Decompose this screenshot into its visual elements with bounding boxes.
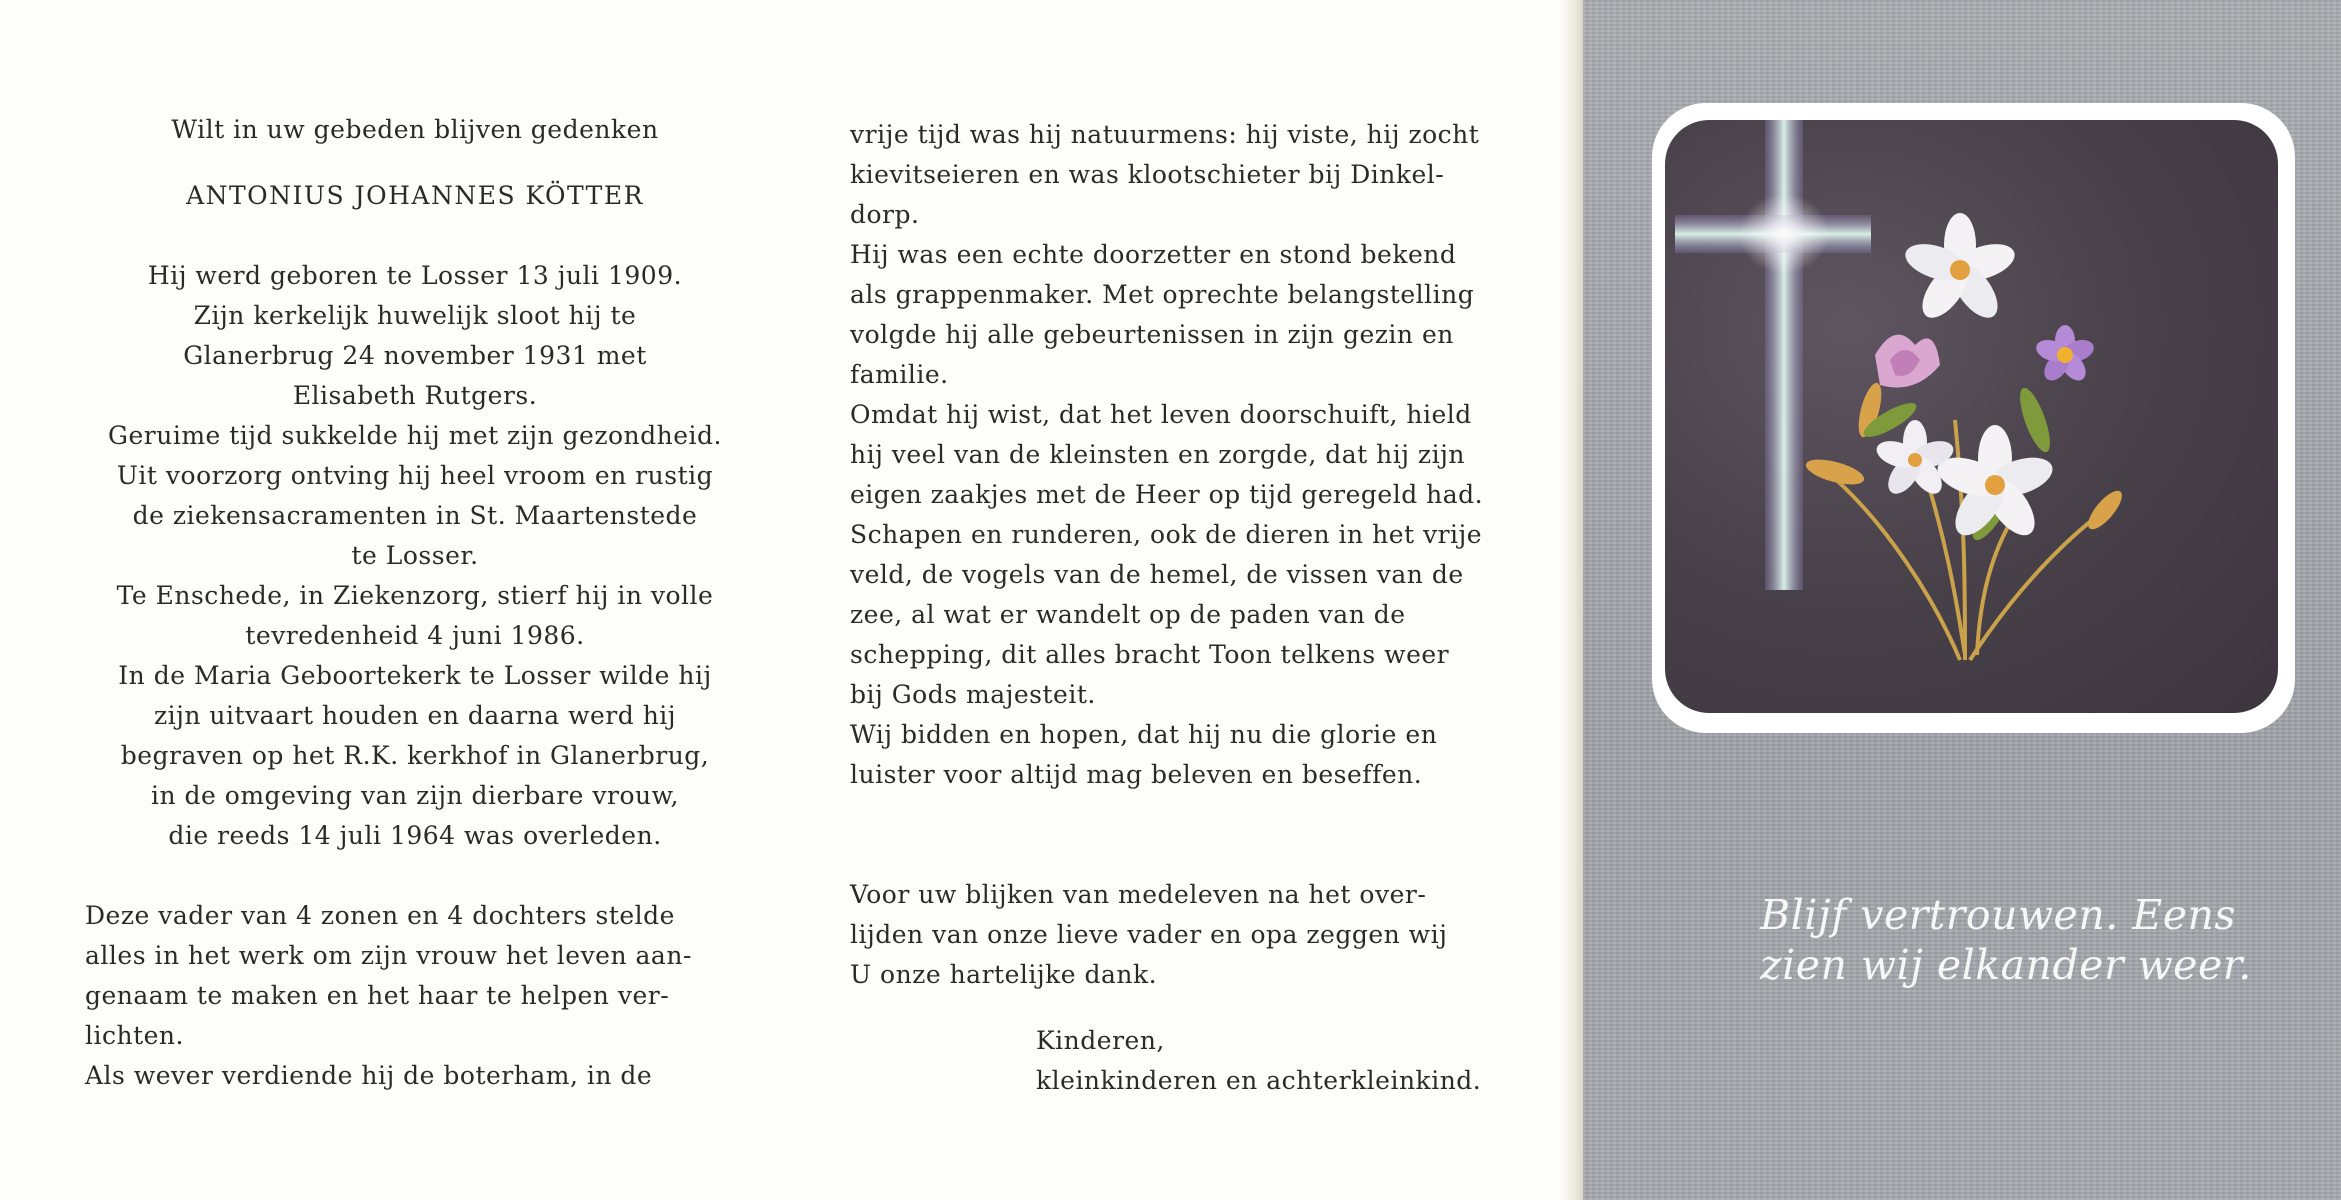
signature-line: kleinkinderen en achterkleinkind. — [1036, 1066, 1482, 1095]
family-line: lichten. — [85, 1021, 184, 1050]
wheat-stems — [1825, 420, 2105, 660]
text-line: Schapen en runderen, ook de dieren in het vrije — [850, 520, 1483, 549]
family-line: Deze vader van 4 zonen en 4 dochters stelde — [85, 901, 675, 930]
cross-and-lilies-picture — [1665, 120, 2278, 713]
biography — [85, 256, 745, 856]
thanks-paragraph — [850, 875, 1505, 995]
cross-icon — [1675, 120, 1871, 590]
thanks-line: U onze hartelijke dank. — [850, 960, 1158, 989]
text-line: zee, al wat er wandelt op de paden van de — [850, 600, 1406, 629]
text-line: familie. — [850, 360, 949, 389]
bio-line: Glanerbrug 24 november 1931 met — [183, 341, 647, 370]
text-line: hij veel van de kleinsten en zorgde, dat hij zijn — [850, 440, 1465, 469]
bio-line: die reeds 14 juli 1964 was overleden. — [168, 821, 662, 850]
thanks-line: Voor uw blijken van medeleven na het over- — [850, 880, 1427, 909]
family-paragraph — [85, 896, 745, 1096]
text-line: schepping, dit alles bracht Toon telkens weer — [850, 640, 1450, 669]
bio-line: Elisabeth Rutgers. — [292, 381, 538, 410]
bio-line: te Losser. — [351, 541, 479, 570]
bio-line: Te Enschede, in Ziekenzorg, stierf hij in volle — [116, 581, 714, 610]
text-line: kievitseieren en was klootschieter bij Dinkel- — [850, 160, 1445, 189]
bio-line: in de omgeving van zijn dierbare vrouw, — [150, 781, 679, 810]
bio-line: Geruime tijd sukkelde hij met zijn gezondheid. — [108, 421, 722, 450]
bio-line: Hij werd geboren te Losser 13 juli 1909. — [147, 261, 683, 290]
heading: Wilt in uw gebeden blijven gedenken — [171, 115, 659, 144]
family-line: genaam te maken en het haar te helpen ver- — [85, 981, 670, 1010]
thanks-line: lijden van onze lieve vader en opa zeggen wij — [850, 920, 1448, 949]
text-line: vrije tijd was hij natuurmens: hij viste, hij zocht — [850, 120, 1480, 149]
text-line: luister voor altijd mag beleven en beseffen. — [850, 760, 1423, 789]
card-cover — [1583, 0, 2341, 1200]
bio-line: de ziekensacramenten in St. Maartenstede — [132, 501, 698, 530]
deceased-name: ANTONIUS JOHANNES KÖTTER — [186, 181, 644, 210]
family-line: Als wever verdiende hij de boterham, in de — [85, 1061, 653, 1090]
pink-bellflower — [1875, 335, 1940, 388]
picture-frame — [1652, 103, 2295, 733]
text-line: Omdat hij wist, dat het leven doorschuift, hield — [850, 400, 1472, 429]
family-line: alles in het werk om zijn vrouw het leven aan- — [85, 941, 692, 970]
text-line: als grappenmaker. Met oprechte belangstelling — [850, 280, 1475, 309]
motto-line-1: Blijf vertrouwen. Eens — [1760, 891, 2236, 939]
text-line: bij Gods majesteit. — [850, 680, 1096, 709]
text-line: Hij was een echte doorzetter en stond bekend — [850, 240, 1457, 269]
life-paragraph — [850, 115, 1505, 795]
bio-line: begraven op het R.K. kerkhof in Glanerbrug, — [120, 741, 710, 770]
text-line: Wij bidden en hopen, dat hij nu die glorie en — [850, 720, 1438, 749]
lily-flower-top — [1901, 213, 2019, 326]
purple-flower — [2033, 325, 2096, 385]
text-line: veld, de vogels van de hemel, de vissen van de — [850, 560, 1464, 589]
bio-line: tevredenheid 4 juni 1986. — [245, 621, 585, 650]
bio-line: In de Maria Geboortekerk te Losser wilde hij — [118, 661, 712, 690]
motto-line-2: zien wij elkander weer. — [1760, 941, 2252, 989]
cover-motto — [1760, 890, 2280, 990]
signature — [850, 1021, 1505, 1101]
bio-line: Zijn kerkelijk huwelijk sloot hij te — [193, 301, 637, 330]
text-line: volgde hij alle gebeurtenissen in zijn gezin en — [850, 320, 1454, 349]
right-text-column — [850, 115, 1505, 1101]
text-line: dorp. — [850, 200, 920, 229]
cross-with-lilies-illustration — [1665, 120, 2278, 713]
card-fold — [1560, 0, 1583, 1200]
bio-line: zijn uitvaart houden en daarna werd hij — [153, 701, 677, 730]
bio-line: Uit voorzorg ontving hij heel vroom en rustig — [116, 461, 714, 490]
text-line: eigen zaakjes met de Heer op tijd geregeld had. — [850, 480, 1484, 509]
signature-line: Kinderen, — [1036, 1026, 1165, 1055]
left-text-column — [85, 110, 745, 1096]
